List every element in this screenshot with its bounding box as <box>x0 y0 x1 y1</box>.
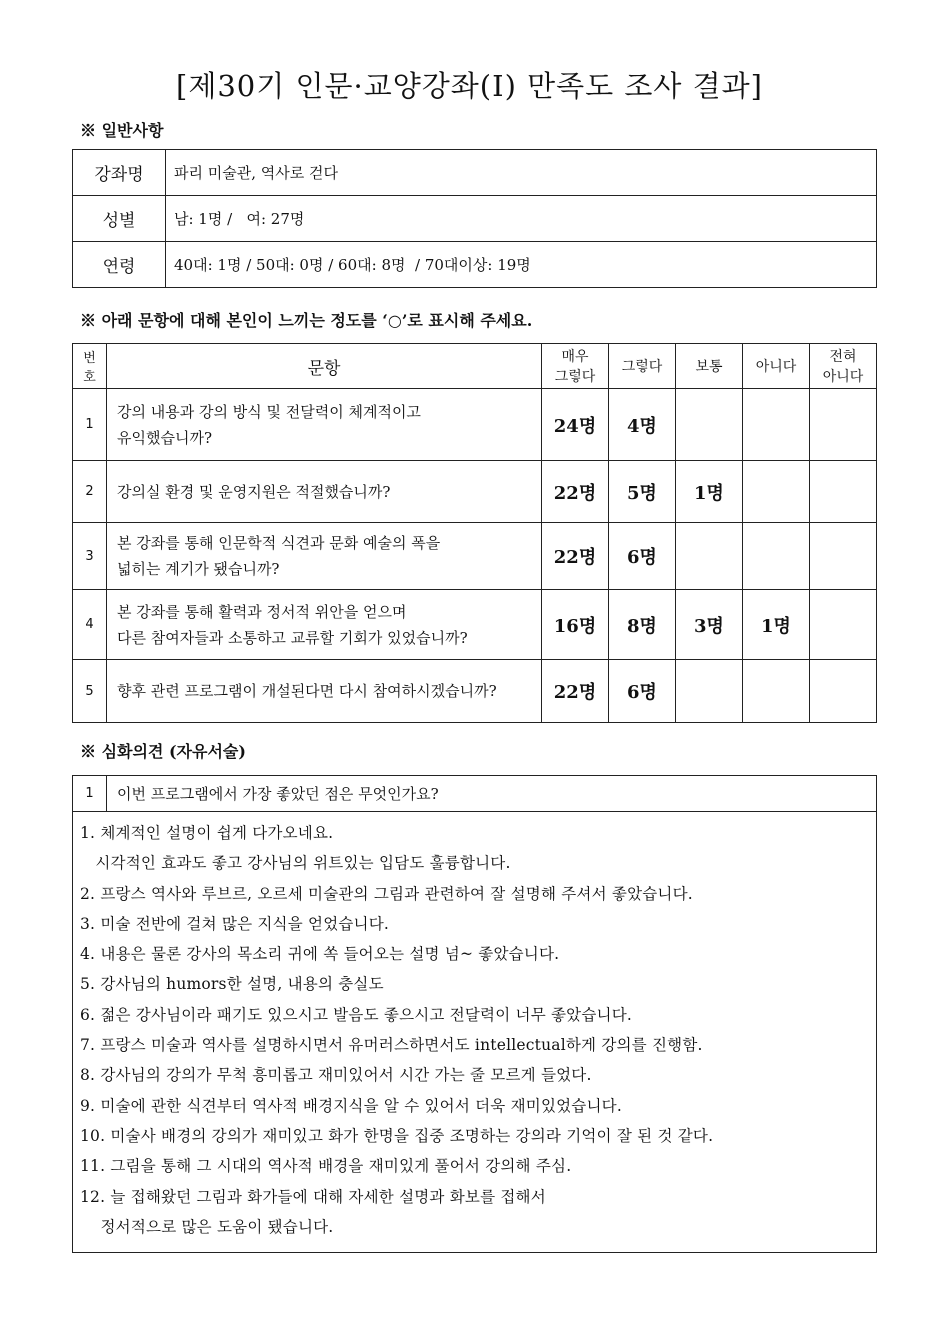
answer-line: 10. 미술사 배경의 강의가 재미있고 화가 한명을 집중 조명하는 강의라 기억이 잘 된 것 같다. <box>80 1126 714 1145</box>
count-strongly-disagree <box>810 590 877 660</box>
age-value: 40대: 1명 / 50대: 0명 / 60대: 8명 / 70대이상: 19명 <box>166 242 877 288</box>
answer-line: 1. 체계적인 설명이 쉽게 다가오네요. <box>80 824 334 842</box>
answer-line: 시각적인 효과도 좋고 강사님의 위트있는 입담도 훌륭합니다. <box>80 854 511 873</box>
row-number: 5 <box>73 660 107 723</box>
age-label: 연령 <box>73 242 166 288</box>
table-row <box>73 461 877 523</box>
header-question: 문항 <box>107 344 542 389</box>
table-row <box>73 242 877 288</box>
answer-line: 6. 젊은 강사님이라 패기도 있으시고 발음도 좋으시고 전달력이 너무 좋았습니다. <box>80 1005 632 1024</box>
course-name-label: 강좌명 <box>73 150 166 196</box>
question-text <box>107 461 542 523</box>
answer-line: 정서적으로 많은 도움이 됐습니다. <box>80 1217 334 1236</box>
answer-line: 11. 그림을 통해 그 시대의 역사적 배경을 재미있게 풀어서 강의해 주심. <box>80 1157 572 1176</box>
question-line: 본 강좌를 통해 인문학적 식견과 문화 예술의 폭을 <box>117 534 441 552</box>
row-number: 2 <box>73 461 107 523</box>
question-text <box>107 523 542 590</box>
count-agree: 6명 <box>609 660 676 723</box>
count-neutral: 1명 <box>676 461 743 523</box>
question-line: 강의 내용과 강의 방식 및 전달력이 체계적이고 <box>117 402 421 421</box>
count-disagree <box>743 660 810 723</box>
count-strongly-agree: 22명 <box>542 660 609 723</box>
question-text <box>107 590 542 660</box>
question-line: 강의실 환경 및 운영지원은 적절했습니까? <box>117 482 391 501</box>
survey-table <box>72 343 877 723</box>
section-survey-heading: ※ 아래 문항에 대해 본인이 느끼는 정도를 ‘○’로 표시해 주세요. <box>80 311 533 330</box>
row-number: 4 <box>73 590 107 660</box>
section-general-heading: ※ 일반사항 <box>80 121 164 140</box>
question-number: 1 <box>73 776 107 812</box>
question-line: 본 강좌를 통해 활력과 정서적 위안을 얻으며 <box>117 602 407 621</box>
count-neutral <box>676 523 743 590</box>
count-strongly-agree: 22명 <box>542 461 609 523</box>
count-neutral: 3명 <box>676 590 743 660</box>
count-strongly-disagree <box>810 461 877 523</box>
header-strongly-agree: 매우 그렇다 <box>542 344 609 389</box>
count-disagree: 1명 <box>743 590 810 660</box>
count-strongly-agree: 24명 <box>542 389 609 461</box>
opinion-table <box>72 775 877 1253</box>
table-row <box>73 523 877 590</box>
answer-line: 7. 프랑스 미술과 역사를 설명하시면서 유머러스하면서도 intellectual하게 강의를 진행함. <box>80 1036 703 1055</box>
count-strongly-disagree <box>810 523 877 590</box>
table-row <box>73 660 877 723</box>
course-name-value: 파리 미술관, 역사로 걷다 <box>166 150 877 196</box>
row-number: 1 <box>73 389 107 461</box>
answer-line: 8. 강사님의 강의가 무척 흥미롭고 재미있어서 시간 가는 줄 모르게 들었다. <box>80 1066 592 1085</box>
count-strongly-disagree <box>810 660 877 723</box>
count-disagree <box>743 461 810 523</box>
count-agree: 6명 <box>609 523 676 590</box>
count-disagree <box>743 523 810 590</box>
question-line: 다른 참여자들과 소통하고 교류할 기회가 있었습니까? <box>117 628 468 647</box>
header-number: 번 호 <box>73 344 107 389</box>
count-neutral <box>676 389 743 461</box>
gender-value: 남: 1명 / 여: 27명 <box>166 196 877 242</box>
answer-line: 5. 강사님의 humors한 설명, 내용의 충실도 <box>80 975 384 994</box>
row-number: 3 <box>73 523 107 590</box>
table-row <box>73 150 877 196</box>
count-strongly-agree: 16명 <box>542 590 609 660</box>
count-neutral <box>676 660 743 723</box>
header-agree: 그렇다 <box>609 344 676 389</box>
table-row <box>73 389 877 461</box>
page-title: [제30기 인문·교양강좌(Ⅰ) 만족도 조사 결과] <box>176 69 763 103</box>
header-disagree: 아니다 <box>743 344 810 389</box>
question-line: 넓히는 계기가 됐습니까? <box>117 560 280 578</box>
question-text <box>107 389 542 461</box>
general-info-table <box>72 149 877 288</box>
answer-line: 3. 미술 전반에 걸쳐 많은 지식을 얻었습니다. <box>80 914 390 933</box>
survey-header-row <box>73 344 877 389</box>
count-agree: 5명 <box>609 461 676 523</box>
table-row <box>73 776 877 812</box>
table-row <box>73 196 877 242</box>
header-neutral: 보통 <box>676 344 743 389</box>
question-text <box>107 660 542 723</box>
question-line: 향후 관련 프로그램이 개설된다면 다시 참여하시겠습니까? <box>117 682 497 700</box>
header-strongly-disagree: 전혀 아니다 <box>810 344 877 389</box>
count-agree: 8명 <box>609 590 676 660</box>
answer-line: 12. 늘 접해왔던 그림과 화가들에 대해 자세한 설명과 화보를 접해서 <box>80 1187 546 1206</box>
question-line: 유익했습니까? <box>117 428 212 447</box>
gender-label: 성별 <box>73 196 166 242</box>
section-opinion-heading: ※ 심화의견 (자유서술) <box>80 742 246 761</box>
table-row <box>73 590 877 660</box>
count-disagree <box>743 389 810 461</box>
answer-line: 2. 프랑스 역사와 루브르, 오르세 미술관의 그림과 관련하여 잘 설명해 주셔서 좋았습니다. <box>80 884 693 903</box>
open-question-text: 이번 프로그램에서 가장 좋았던 점은 무엇인가요? <box>107 776 877 812</box>
answer-line: 4. 내용은 물론 강사의 목소리 귀에 쏙 들어오는 설명 넘~ 좋았습니다. <box>80 945 560 964</box>
table-row <box>73 812 877 1253</box>
count-strongly-agree: 22명 <box>542 523 609 590</box>
answer-line: 9. 미술에 관한 식견부터 역사적 배경지식을 알 수 있어서 더욱 재미있었습니다. <box>80 1096 622 1115</box>
answers-list <box>73 812 877 1253</box>
count-agree: 4명 <box>609 389 676 461</box>
count-strongly-disagree <box>810 389 877 461</box>
